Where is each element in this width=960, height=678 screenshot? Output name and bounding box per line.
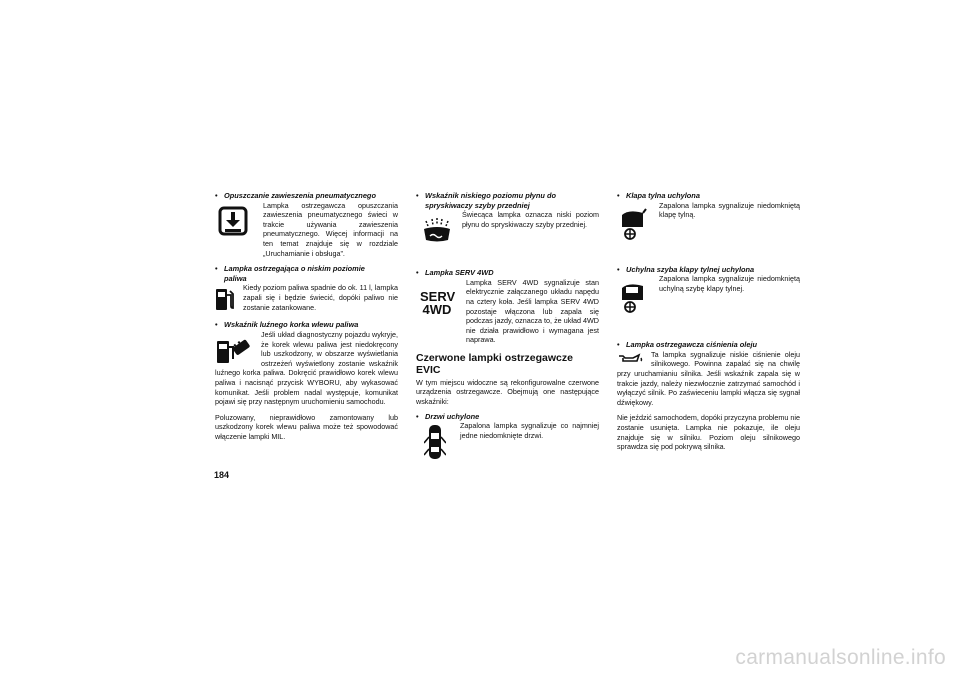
column-right <box>617 191 800 457</box>
section-paragraph: W tym miejscu widoczne są rekonfigurowalne czerwone urządzenia ostrzegawcze. Obejmują one następujące wskaźniki: <box>416 377 599 406</box>
liftgate-ajar-icon <box>619 207 647 241</box>
item-title: • Lampka SERV 4WD <box>416 268 494 278</box>
item-title: • Lampka ostrzegawcza ciśnienia oleju <box>617 340 758 350</box>
item-serv-4wd <box>416 268 599 346</box>
item-liftgate-ajar <box>617 191 800 249</box>
item-door-ajar <box>416 412 599 464</box>
suspension-lowering-icon <box>215 204 251 240</box>
item-body: Zapalona lampka sygnalizuje niedomkniętą uchylną szybę klapy tylnej. <box>659 274 800 293</box>
item-title: • Opuszczanie zawieszenia pneumatycznego <box>215 191 376 200</box>
item-body: Zapalona lampka sygnalizuje niedomkniętą klapę tylną. <box>659 200 800 220</box>
item-body: Świecąca lampka oznacza niski poziom płynu do spryskiwaczy szyby przedniej. <box>462 210 599 229</box>
serv-4wd-label-bottom: 4WD <box>422 301 452 317</box>
column-middle <box>416 191 599 469</box>
item-body: Zapalona lampka sygnalizuje co najmniej jedne niedomknięte drzwi. <box>460 421 599 440</box>
paragraph-note: Poluzowany, nieprawidłowo zamontowany lub uszkodzony korek wlewu paliwa może też spowodować włączenie lampki MIL. <box>215 412 398 441</box>
item-suspension-lowering <box>215 191 398 258</box>
item-title: • Uchylna szyba klapy tylnej uchylona <box>617 264 755 274</box>
fuel-pump-icon <box>215 286 235 312</box>
item-title: • Lampka ostrzegająca o niskim poziomie paliwa <box>215 264 365 283</box>
item-liftgate-glass-ajar <box>617 265 800 323</box>
item-title: • Wskaźnik niskiego poziomu płynu do spryskiwaczy szyby przedniej <box>416 191 556 210</box>
item-body: Lampka SERV 4WD sygnalizuje stan elektrycznie załączanego układu napędu na cztery koła. Jeśli lampka SERV 4WD pozostaje włączona lub zapala się podczas jazdy, oznacza to, że układ 4WD nie działa prawidłowo i wymagana jest naprawa. <box>466 277 599 345</box>
item-body: Ta lampka sygnalizuje niskie ciśnienie oleju silnikowego. Powinna zapalać się na chwilę przy uruchamianiu silnika. Jeśli wskaźnik zapala się w trakcie jazdy, należy niezwłocznie zatrzymać samochód i wyłączyć silnik. Po zaświeceniu lampki włącza się sygnał dźwiękowy. <box>617 349 800 407</box>
watermark: carmanualsonline.info <box>735 646 946 669</box>
item-body: Lampka ostrzegawcza opuszczania zawieszenia pneumatycznego świeci w trakcie używania zawieszenia pneumatycznego. Więcej informacji na ten temat znajduje się w rozdziale „Uruchamianie i obsługa”. <box>263 200 398 258</box>
item-washer-fluid <box>416 191 599 262</box>
item-loose-fuel-cap <box>215 320 398 406</box>
section-title: Czerwone lampki ostrzegawcze EVIC <box>416 351 573 376</box>
washer-fluid-icon <box>422 218 452 244</box>
page-number: 184 <box>214 470 230 480</box>
item-title: • Wskaźnik luźnego korka wlewu paliwa <box>215 320 359 330</box>
oil-pressure-icon <box>617 352 643 364</box>
loose-fuel-cap-icon <box>215 333 251 365</box>
column-left <box>215 191 398 446</box>
serv-4wd-icon <box>420 290 454 316</box>
item-body: Kiedy poziom paliwa spadnie do ok. 11 l, lampka zapali się i będzie świecić, dopóki paliwo nie zostanie zatankowane. <box>243 283 398 312</box>
paragraph-note: Nie jeździć samochodem, dopóki przyczyna problemu nie zostanie usunięta. Lampka nie pokazuje, ile oleju znajduje się w silniku. Poziom oleju silnikowego sprawdza się pod pokrywą silnika. <box>617 413 800 452</box>
item-body: Jeśli układ diagnostyczny pojazdu wykryje, że korek wlewu paliwa jest niedokręcony lub uszkodzony, w obszarze wyświetlania ostrzeżeń wyświetlony zostanie wskaźnik luźnego korka paliwa. Dokręcić prawidłowo korek wlewu paliwa i nacisnąć przycisk WYBORU, aby wykasować komunikat. Jeśli problem nadal występuje, komunikat pojawi się przy następnym uruchomieniu samochodu. <box>215 329 398 407</box>
serv-4wd-label-top: SERV <box>420 288 456 304</box>
item-title: • Drzwi uchylone <box>416 411 480 421</box>
item-title: • Klapa tylna uchylona <box>617 191 700 200</box>
item-oil-pressure <box>617 340 800 407</box>
liftgate-glass-ajar-icon <box>619 280 647 314</box>
door-ajar-icon <box>424 423 446 463</box>
item-low-fuel <box>215 264 398 314</box>
